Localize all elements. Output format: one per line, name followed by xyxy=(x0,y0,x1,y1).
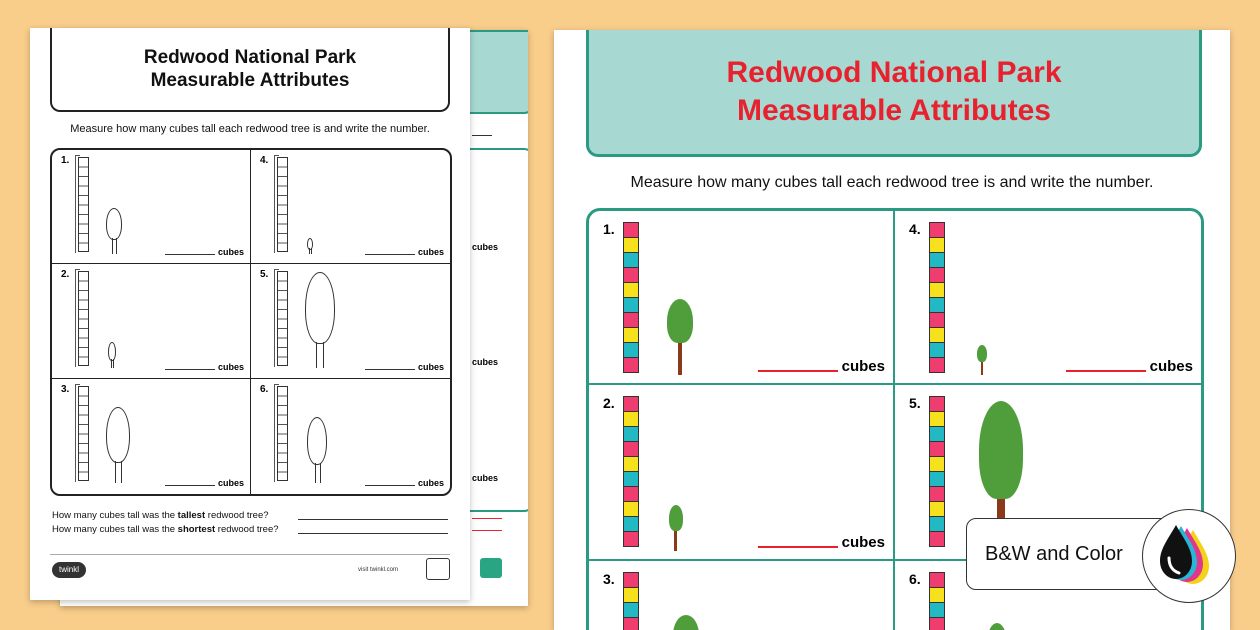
cube xyxy=(623,222,639,238)
cube xyxy=(623,471,639,487)
bw-measure-grid xyxy=(50,148,452,496)
color-cell-number: 4. xyxy=(909,221,921,237)
cube xyxy=(929,426,945,442)
cube xyxy=(929,587,945,603)
cube xyxy=(929,282,945,298)
color-cell-2 xyxy=(589,385,895,561)
color-title-banner xyxy=(586,30,1202,157)
cube-tower xyxy=(277,386,288,481)
cube xyxy=(623,531,639,547)
bw-cell-4 xyxy=(251,150,450,264)
cube xyxy=(929,572,945,588)
cube xyxy=(623,252,639,268)
redwood-tree-icon xyxy=(305,272,335,368)
cube xyxy=(623,602,639,618)
cube xyxy=(929,252,945,268)
cube-tower xyxy=(78,386,89,481)
bw-cell-2 xyxy=(52,264,251,379)
redwood-tree-icon xyxy=(307,238,313,254)
bw-question-shortest: How many cubes tall was the shortest redwood tree? xyxy=(52,524,279,535)
cube xyxy=(929,222,945,238)
cube xyxy=(929,501,945,517)
cube xyxy=(623,342,639,358)
bw-cell-3 xyxy=(52,379,251,494)
cube-tower xyxy=(78,271,89,366)
redwood-tree-icon xyxy=(106,407,130,483)
cube xyxy=(929,297,945,313)
back-unit-2: cubes xyxy=(472,357,499,367)
cube-tower xyxy=(929,223,945,373)
cube-tower xyxy=(277,157,288,252)
cube xyxy=(623,411,639,427)
bw-answer-field[interactable]: cubes xyxy=(165,478,244,488)
bw-worksheet xyxy=(30,28,470,600)
back-answer-line xyxy=(472,518,502,519)
redwood-tree-icon xyxy=(673,615,699,630)
cube xyxy=(929,617,945,630)
shortest-answer-line[interactable] xyxy=(298,533,448,534)
cube xyxy=(623,237,639,253)
redwood-tree-icon xyxy=(108,342,116,368)
cube-tower xyxy=(623,573,639,630)
color-cell-3 xyxy=(589,561,895,630)
bw-cell-number: 1. xyxy=(61,155,70,166)
cube xyxy=(623,357,639,373)
color-title-line2: Measurable Attributes xyxy=(737,94,1051,127)
bw-cell-6 xyxy=(251,379,450,494)
cube xyxy=(929,342,945,358)
color-cell-1 xyxy=(589,211,895,385)
bw-cell-1 xyxy=(52,150,251,264)
bw-cell-number: 2. xyxy=(61,269,70,280)
footer-divider xyxy=(50,554,450,555)
bw-answer-field[interactable]: cubes xyxy=(365,478,444,488)
bw-cell-number: 5. xyxy=(260,269,269,280)
bw-answer-field[interactable]: cubes xyxy=(165,362,244,372)
bw-title-box xyxy=(50,28,450,112)
cube xyxy=(623,426,639,442)
cube xyxy=(929,441,945,457)
bw-answer-field[interactable]: cubes xyxy=(365,362,444,372)
cube xyxy=(929,456,945,472)
cube xyxy=(929,327,945,343)
color-cell-number: 5. xyxy=(909,395,921,411)
redwood-tree-icon xyxy=(106,208,122,254)
color-cell-4 xyxy=(895,211,1201,385)
cube-tower xyxy=(623,223,639,373)
back-logo-badge xyxy=(480,558,502,578)
cube xyxy=(623,516,639,532)
bw-instructions: Measure how many cubes tall each redwood tree is and write the number. xyxy=(70,123,430,135)
cube xyxy=(623,267,639,283)
cube xyxy=(623,587,639,603)
color-title-line1: Redwood National Park xyxy=(726,56,1062,89)
cube xyxy=(929,396,945,412)
twinkl-logo: twinkl xyxy=(52,562,86,578)
cube xyxy=(623,312,639,328)
cube xyxy=(929,357,945,373)
cube xyxy=(929,312,945,328)
cube xyxy=(929,602,945,618)
cube xyxy=(623,456,639,472)
cube-tower xyxy=(277,271,288,366)
cube xyxy=(623,327,639,343)
redwood-tree-icon xyxy=(977,345,987,375)
bw-cell-5 xyxy=(251,264,450,379)
cube xyxy=(929,411,945,427)
back-unit-1: cubes xyxy=(472,242,499,252)
color-instructions: Measure how many cubes tall each redwood tree is and write the number. xyxy=(630,174,1154,191)
cube xyxy=(623,501,639,517)
cube xyxy=(929,486,945,502)
color-cell-number: 6. xyxy=(909,571,921,587)
bw-answer-field[interactable]: cubes xyxy=(165,247,244,257)
cube xyxy=(929,237,945,253)
tallest-answer-line[interactable] xyxy=(298,519,448,520)
cube xyxy=(623,617,639,630)
cube xyxy=(623,297,639,313)
bw-title-line2: Measurable Attributes xyxy=(150,70,350,91)
redwood-tree-icon xyxy=(667,299,693,375)
cube xyxy=(623,486,639,502)
cube xyxy=(623,282,639,298)
cube-tower xyxy=(929,573,945,630)
cube xyxy=(623,441,639,457)
color-answer-field[interactable]: cubes xyxy=(758,358,885,375)
bw-title-line1: Redwood National Park xyxy=(143,47,357,68)
color-cell-number: 2. xyxy=(603,395,615,411)
redwood-tree-icon xyxy=(987,623,1007,630)
cube xyxy=(623,396,639,412)
cube xyxy=(929,531,945,547)
cube-tower xyxy=(623,397,639,547)
bw-answer-field[interactable]: cubes xyxy=(365,247,444,257)
cube xyxy=(929,516,945,532)
redwood-tree-icon xyxy=(307,417,327,483)
cube xyxy=(929,471,945,487)
color-cell-number: 1. xyxy=(603,221,615,237)
footer-url: visit twinkl.com xyxy=(358,567,399,573)
bw-cell-number: 3. xyxy=(61,384,70,395)
color-answer-field[interactable]: cubes xyxy=(1066,358,1193,375)
color-answer-field[interactable]: cubes xyxy=(758,534,885,551)
bw-question-tallest: How many cubes tall was the tallest redwood tree? xyxy=(52,510,269,521)
back-instruction-fragment xyxy=(472,125,492,136)
bw-cell-number: 6. xyxy=(260,384,269,395)
back-unit-3: cubes xyxy=(472,473,499,483)
cube-tower xyxy=(929,397,945,547)
back-answer-line xyxy=(472,530,502,531)
badge-label: B&W and Color xyxy=(985,543,1123,565)
cube-tower xyxy=(78,157,89,252)
bw-cell-number: 4. xyxy=(260,155,269,166)
color-cell-number: 3. xyxy=(603,571,615,587)
ink-drops-icon xyxy=(1142,509,1236,603)
cube xyxy=(623,572,639,588)
redwood-tree-icon xyxy=(669,505,683,551)
footer-badge-icon xyxy=(426,558,450,580)
cube xyxy=(929,267,945,283)
